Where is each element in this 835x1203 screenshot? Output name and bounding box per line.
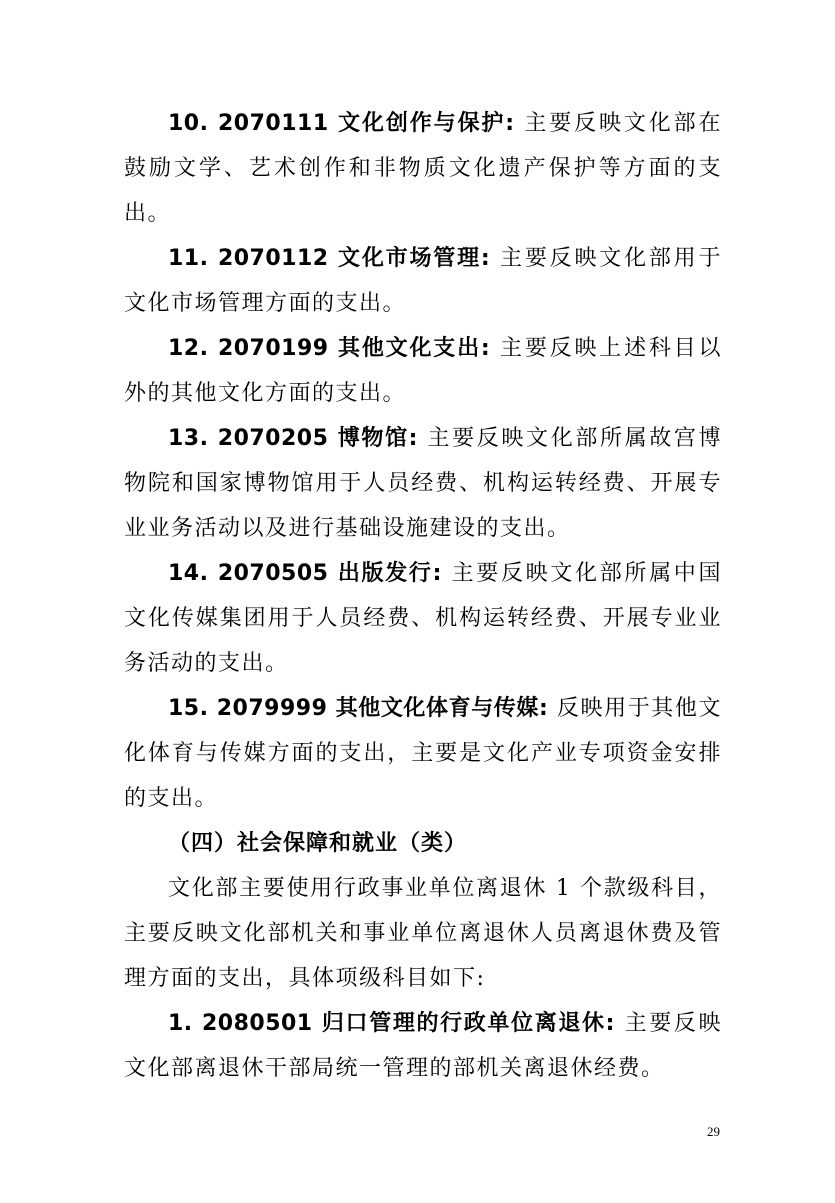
item-13-text: 主要反映文化部所属故宫博物院和国家博物馆用于人员经费、机构运转经费、开展专业业务活动以及进行基础设施建设的支出。 <box>124 426 722 541</box>
item-10-heading: 10. 2070111 文化创作与保护: <box>168 111 515 136</box>
section-item-1-heading: 1. 2080501 归口管理的行政单位离退休: <box>168 1011 615 1036</box>
item-15-heading: 15. 2079999 其他文化体育与传媒: <box>168 696 549 721</box>
item-14-heading: 14. 2070505 出版发行: <box>168 561 442 586</box>
item-13-paragraph <box>124 416 722 551</box>
item-10-text: 主要反映文化部在鼓励文学、艺术创作和非物质文化遗产保护等方面的支出。 <box>124 111 722 226</box>
document-body <box>124 101 722 1091</box>
item-11-text: 主要反映文化部用于文化市场管理方面的支出。 <box>124 246 722 316</box>
item-11-paragraph <box>124 236 722 326</box>
item-15-paragraph <box>124 686 722 821</box>
item-12-text: 主要反映上述科目以外的其他文化方面的支出。 <box>124 336 722 406</box>
item-13-heading: 13. 2070205 博物馆: <box>168 426 418 451</box>
item-15-text: 反映用于其他文化体育与传媒方面的支出，主要是文化产业专项资金安排的支出。 <box>124 696 722 811</box>
item-12-paragraph <box>124 326 722 416</box>
section-intro-paragraph: 文化部主要使用行政事业单位离退休 1 个款级科目，主要反映文化部机关和事业单位离退休人员离退休费及管理方面的支出，具体项级科目如下: <box>124 876 722 991</box>
section-item-1-paragraph <box>124 1001 722 1091</box>
section-heading: （四）社会保障和就业（类） <box>168 831 468 856</box>
item-14-text: 主要反映文化部所属中国文化传媒集团用于人员经费、机构运转经费、开展专业业务活动的支出。 <box>124 561 722 676</box>
item-10-paragraph <box>124 101 722 236</box>
page-number: 29 <box>707 1124 720 1139</box>
item-11-heading: 11. 2070112 文化市场管理: <box>168 246 491 271</box>
section-item-1-text: 主要反映文化部离退休干部局统一管理的部机关离退休经费。 <box>124 1011 722 1081</box>
item-12-heading: 12. 2070199 其他文化支出: <box>168 336 491 361</box>
item-14-paragraph <box>124 551 722 686</box>
